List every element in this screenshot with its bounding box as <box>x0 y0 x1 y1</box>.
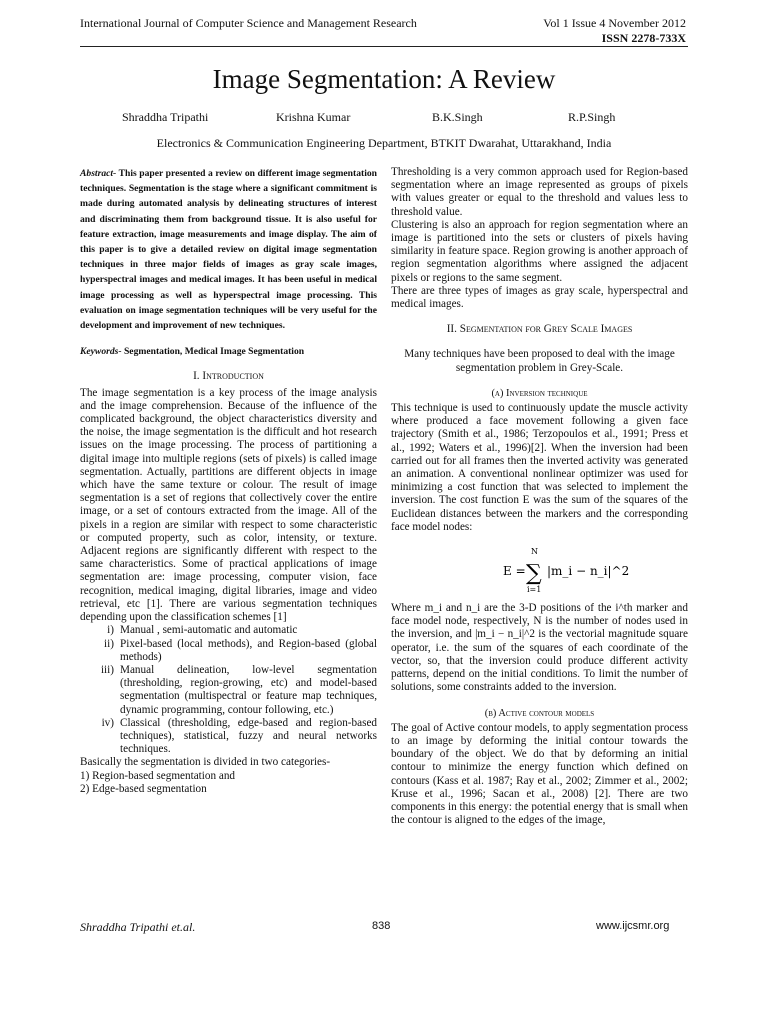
issue-info <box>500 16 686 46</box>
author-3: B.K.Singh <box>432 110 483 124</box>
sum-upper-limit: N <box>531 547 538 557</box>
journal-name: International Journal of Computer Science and Management Research <box>80 16 417 30</box>
category-2: 2) Edge-based segmentation <box>80 782 207 795</box>
clustering-paragraph: Clustering is also an approach for region segmentation where an image is partitioned into the sets or clusters of pixels having similarity in feature space. Region growing is another approach of region segmentation algorithms where assigned the adjacent pixels or regions to the same segment. <box>391 218 688 284</box>
equation-explanation: Where m_i and n_i are the 3-D positions of the i^th marker and face model node, respectively, N is the number of nodes used in the inversion, and |m_i − n_i|^2 is the vectorial magnitude square operator, i.e. the sum of the squares of each coordinate of the vector, so, that the inversion could produce different activity patterns, depend on the initial conditions. To limit the number of solutions, some constraints added to the inversion. <box>391 602 688 694</box>
keywords <box>80 345 377 358</box>
section-heading-introduction: I. Introduction <box>193 370 264 383</box>
keywords-text: Segmentation, Medical Image Segmentation <box>121 346 305 358</box>
list-item: iv) Classical (thresholding, edge-based and region-based techniques), statistical, fuzzy and neural networks techniques. <box>101 716 377 756</box>
cost-function-equation <box>391 544 688 596</box>
list-item: ii) Pixel-based (local methods), and Region-based (global methods) <box>104 637 377 663</box>
subsection-heading-active-contour: (b) Active contour models <box>484 707 595 719</box>
abstract <box>80 166 377 333</box>
author-4: R.P.Singh <box>568 110 616 124</box>
subsection-heading-inversion: (a) Inversion technique <box>491 387 588 399</box>
equation-term: |m_i − n_i|^2 <box>547 564 630 579</box>
classification-list <box>80 624 377 756</box>
sum-symbol: ∑ <box>526 561 542 587</box>
thresholding-paragraph: Thresholding is a very common approach used for Region-based segmentation where an image represented as groups of pixels with values greater or equal to the threshold and values less to threshold value. <box>391 166 688 218</box>
left-column <box>80 166 377 796</box>
active-contour-paragraph: The goal of Active contour models, to apply segmentation process to an image by deforming the initial contour towards the boundary of the object. We do that by deforming an initial contour to minimize the energy function which defined on contours (Kass et al. 1987; Ray et al., 2002; Zimmer et al., 2002; Kruse et al., 1996; Sacan et al., 2008) [2]. There are two components in this energy: the potential energy that is small when the contour is aligned to the edges of the image, <box>391 721 688 827</box>
equation-graphic <box>391 544 688 596</box>
affiliation: Electronics & Communication Engineering Department, BTKIT Dwarahat, Uttarakhand, India <box>156 136 612 150</box>
image-types-paragraph: There are three types of images as gray scale, hyperspectral and medical images. <box>391 284 688 311</box>
footer-author: Shraddha Tripathi et.al. <box>80 920 196 934</box>
footer-url: www.ijcsmr.org <box>596 920 670 932</box>
grey-scale-intro: Many techniques have been proposed to deal with the image segmentation problem in Grey-Scale. <box>404 348 675 374</box>
issn: ISSN 2278-733X <box>601 31 686 45</box>
list-item: iii) Manual delineation, low-level segmentation (thresholding, region-growing, etc) and model-based segmentation (multispectral or feature map techniques, dynamic programming, contour following, etc.) <box>100 663 377 716</box>
header-rule <box>80 46 688 47</box>
section-heading-grey-scale: II. Segmentation for Grey Scale Images <box>446 323 633 336</box>
equation-lhs: E = <box>503 564 526 579</box>
paper-title: Image Segmentation: A Review <box>212 64 556 94</box>
volume-info: Vol 1 Issue 4 November 2012 <box>543 16 686 30</box>
inversion-paragraph: This technique is used to continuously update the muscle activity where produced a face movement following a given face trajectory (Smith et al., 1986; Terzopoulos et al., 1991; Press et al., 1992; Waters et al., 1996)[2]. When the inversion had been carried out for all frames then the inverted activity was generated an animation. A conventional nonlinear optimizer was used for minimizing a cost function that was selected to implement the inversion. The cost function E was the sum of the squares of the Euclidean distances between the markers and the corresponding face model nodes: <box>391 402 688 533</box>
keywords-label: Keywords- <box>80 346 122 358</box>
right-column <box>391 166 688 827</box>
abstract-label: Abstract- <box>80 168 117 179</box>
author-list <box>80 110 688 126</box>
author-2: Krishna Kumar <box>276 110 351 124</box>
categories-intro: Basically the segmentation is divided in two categories- <box>80 756 331 769</box>
introduction-paragraph: The image segmentation is a key process of the image analysis and the image comprehension. Because of the influence of the complicated background, the object characteristics diversity and the noise, the image segmentation is the difficult and hot research issues on the image processing. The process of partitioning a digital image into multiple regions (sets of pixels) is called image segmentation. Actually, partitions are different objects in image which have the same texture or colour. The result of image segmentation is a set of regions that collectively cover the entire image, or a set of contours extracted from the image. All of the pixels in a region are similar with respect to some characteristic or computed property, such as color, intensity, or texture. Adjacent regions are significantly different with respect to the same characteristics. Some of practical applications of image segmentation are: image processing, computer vision, face recognition, medical imaging, digital libraries, image and video retrieval, etc [1]. There are various segmentation techniques depending upon the classification schemes [1] <box>80 386 377 624</box>
abstract-text: This paper presented a review on different image segmentation techniques. Segmentation is the stage where a significant commitment is made during automated analysis by delineating structures of interest and discriminating them from background tissue. It is also useful for feature extraction, image measurements and image display. The aim of this paper is to give a detailed review on digital image segmentation techniques in three major fields of images as gray scale images, hyperspectral images and medical images. It has been useful in medical image processing as well as hyperspectral image processing. This evaluation on image segmentation techniques will be very useful for the development and improvement of new techniques. <box>80 168 377 332</box>
sum-lower-limit: i=1 <box>527 585 542 595</box>
list-item: i) Manual , semi-automatic and automatic <box>107 624 298 637</box>
category-1: 1) Region-based segmentation and <box>80 769 236 782</box>
author-1: Shraddha Tripathi <box>122 110 209 124</box>
page-number: 838 <box>372 920 391 932</box>
